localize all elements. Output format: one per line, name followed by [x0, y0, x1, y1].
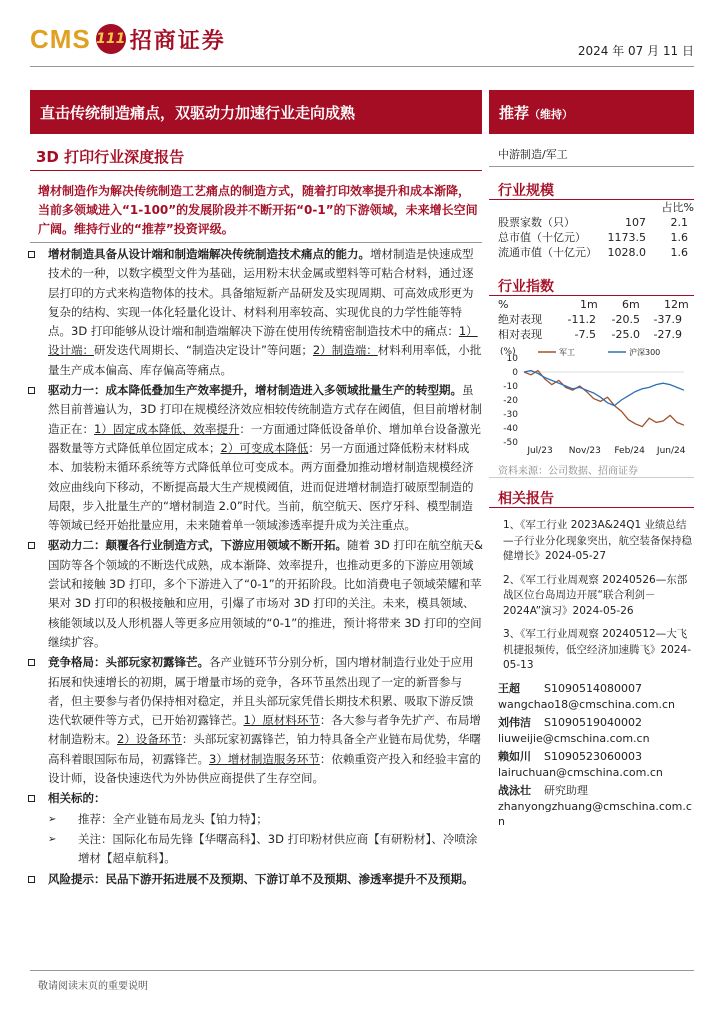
index-row-label: 绝对表现 [498, 313, 542, 326]
scale-header-row [498, 200, 694, 215]
analyst-id: 研究助理 [544, 784, 588, 797]
related-reports [503, 518, 693, 682]
scale-row-value: 1028.0 [607, 246, 646, 259]
para-text: ：头部玩家初露锋芒，铂力特具备全产业链布局优势，华曙高科着眼国际布局，初露锋芒。 [48, 732, 481, 766]
index-row-1m: -11.2 [567, 313, 596, 326]
sector-label: 中游制造/军工 [498, 148, 568, 161]
bullet-square-icon [28, 659, 35, 666]
index-row-1m: -7.5 [574, 328, 596, 341]
bullet-square-icon [28, 387, 35, 394]
chart-xtick: Nov/23 [568, 446, 601, 456]
scale-row-value: 107 [625, 216, 646, 229]
bullet-square-icon [28, 251, 35, 258]
source-divider [489, 477, 694, 478]
para-text: 虽然目前普遍认为，3D 打印在规模经济效应相较传统制造方式存在阈值，但目前增材制造正在： [48, 383, 482, 436]
para-competition [28, 653, 484, 788]
analyst-id: S1090523060003 [544, 750, 642, 763]
logo-cn-text: 招商证券 [129, 28, 226, 54]
chart-ytick: -40 [503, 424, 518, 434]
index-row-label: 相对表现 [498, 328, 542, 341]
para-text: 材料利用率低，小批量生产成本偏高、库存偏高等痛点。 [48, 343, 482, 377]
cms-logo [30, 22, 226, 56]
analyst-line [498, 749, 698, 765]
index-title: 行业指数 [498, 279, 554, 295]
para-heading: 相关标的： [48, 791, 106, 806]
index-header-cell: 12m [664, 298, 689, 311]
para-driver-two [28, 536, 484, 652]
title-banner [30, 90, 482, 134]
chart-ytick: -20 [503, 396, 518, 406]
analyst-entry [498, 715, 698, 746]
chart-legend-label: 军工 [559, 348, 575, 357]
para-heading: 竞争格局：头部玩家初露锋芒。 [48, 655, 209, 670]
rating-note: （维持） [529, 108, 574, 121]
analyst-entry [498, 749, 698, 780]
scale-row-pct: 1.6 [670, 246, 688, 259]
index-header-cell: % [498, 298, 509, 311]
scale-row-label: 总市值（十亿元） [498, 231, 586, 244]
chart-series-line-1 [524, 371, 684, 406]
index-divider [489, 295, 694, 296]
index-header-cell: 6m [622, 298, 640, 311]
footer-note: 敬请阅读末页的重要说明 [38, 981, 148, 992]
chart-ytick: -30 [503, 410, 518, 420]
bullet-square-icon [28, 876, 35, 883]
chart-ylabel: (%) [500, 347, 516, 357]
para-heading: 增材制造具备从设计端和制造端解决传统制造技术痛点的能力。 [48, 247, 370, 261]
analyst-name: 赖如川 [498, 750, 531, 763]
reports-title: 相关报告 [498, 491, 554, 507]
para-capability [28, 245, 484, 380]
para-text: ：各大参与者争先扩产、布局增材制造粉末。 [48, 713, 481, 747]
para-text: 随着 3D 打印在航空航天&国防等各个领域的不断迭代成熟，成本渐降、效率提升，也推动更多的下游应用领域尝试和接触 3D 打印，多个下游进入了“0-1”的开拓阶段。比如消费电子领域荣耀和苹果对 3D 打印的积极接触和应用，引爆了市场对 3D 打印的关注。未来，模具领域、核能领域以及人形机器人等更多应用领域的“0-1”的推进，预计将带来 3D 打印的空间继续扩容。 [48, 538, 483, 649]
chart-ytick: 10 [506, 354, 518, 364]
reports-divider [489, 507, 694, 508]
logo-text: CMS [30, 23, 91, 54]
scale-row [498, 215, 694, 230]
index-table [498, 297, 694, 342]
para-heading: 驱动力一：成本降低叠加生产效率提升，增材制造进入多领域批量生产的转型期。 [48, 383, 462, 398]
para-text: 各产业链环节分别分析，国内增材制造行业处于应用拓展和快速增长的初期，属于增量市场的竞争，各环节虽然出现了一定的新晋参与者，但主要参与者仍保持相对稳定，并且头部玩家凭借长期技术积累、吸取下游反馈迭代软硬件等方式，已开始初露锋芒。 [48, 655, 474, 728]
scale-row [498, 230, 694, 245]
chart-xtick: Jul/23 [527, 446, 553, 456]
analyst-entry [498, 783, 698, 830]
para-underline: 1）原材料环节 [243, 713, 320, 728]
rating-banner [489, 90, 694, 134]
para-risk [28, 870, 484, 889]
target-text: 推荐：全产业链布局龙头【铂力特】； [78, 811, 268, 826]
arrow-bullet-icon: ➢ [48, 833, 57, 845]
para-heading: 风险提示：民品下游开拓进展不及预期、下游订单不及预期、渗透率提升不及预期。 [48, 871, 474, 886]
sector-divider [489, 166, 694, 167]
scale-row-value: 1173.5 [607, 231, 646, 244]
para-underline: 2）设备环节 [117, 732, 182, 747]
index-row-12m: -37.9 [653, 313, 682, 326]
scale-table [498, 200, 694, 260]
target-watch [28, 830, 484, 869]
analyst-name: 刘伟洁 [498, 716, 531, 729]
analyst-email[interactable]: zhanyongzhuang@cmschina.com.cn [498, 799, 692, 828]
analyst-email[interactable]: wangchao18@cmschina.com.cn [498, 697, 675, 711]
chart-legend-label: 沪深300 [629, 348, 661, 357]
analyst-list [498, 681, 698, 833]
chart-xtick: Jun/24 [656, 446, 686, 456]
analyst-line [498, 715, 698, 731]
arrow-bullet-icon: ➢ [48, 813, 57, 825]
index-row [498, 327, 694, 342]
analyst-line [498, 783, 698, 799]
index-header-row [498, 297, 694, 312]
para-driver-one [28, 381, 484, 535]
para-heading: 驱动力二：颠覆各行业制造方式，下游应用领域不断开拓。 [48, 538, 347, 553]
scale-row-label: 股票家数（只） [498, 216, 575, 229]
analyst-id: S1090519040002 [544, 716, 642, 729]
analyst-name: 战泳壮 [498, 784, 531, 797]
related-report-item[interactable]: 3、《军工行业周观察 20240512—大飞机捷报频传，低空经济加速腾飞》2024-05-13 [503, 628, 692, 671]
logo-emblem-icon: 111 [96, 24, 126, 54]
chart-source: 资料来源：公司数据、招商证券 [498, 466, 638, 477]
subtitle-divider [30, 170, 482, 171]
report-body [28, 245, 484, 890]
index-row-12m: -27.9 [653, 328, 682, 341]
index-row [498, 312, 694, 327]
analyst-line [498, 681, 698, 697]
para-text: 研发迭代周期长、“制造决定设计”等问题； [94, 343, 313, 358]
analyst-email[interactable]: liuweijie@cmschina.com.cn [498, 731, 650, 745]
chart-ytick: -10 [503, 382, 518, 392]
report-subtitle: 3D 打印行业深度报告 [36, 148, 185, 166]
analyst-name: 王超 [498, 682, 520, 695]
para-text: ：另一方面通过降低粉末材料成本、加装粉末循环系统等方式降低单位可变成本。两方面叠加推动增材制造规模经济效应曲线向下移动，不断提高最大生产规模阈值，进而促进增材制造打破原型制造的局限，步入批量生产的“增材制造 2.0”时代。当前，航空航天、医疗牙科、模型制造等领域已经开始批量应用，未来随着单一领域渗透率提升成为关注重点。 [48, 440, 474, 533]
chart-ytick: 0 [512, 368, 518, 378]
index-row-6m: -25.0 [611, 328, 640, 341]
para-underline: 2）制造端： [312, 343, 378, 358]
related-report-item[interactable]: 2、《军工行业周观察 20240526—东部战区位台岛周边开展“联合利剑－2024A”演习》2024-05-26 [503, 573, 688, 617]
para-underline: 2）可变成本降低 [220, 440, 309, 455]
index-header-cell: 1m [580, 298, 598, 311]
bullet-square-icon [28, 795, 35, 802]
para-text: 增材制造是快速成型技术的一种，以数字模型文件为基础，运用粉末状金属或塑料等可粘合材料，通过逐层打印的方式来构造物体的技术。具备缩短新产品研发及实现周期、可高效成形更为复杂的结构、实现一体化轻量化设计、材料利用率较高、实现优良的力学性能等特点。3D 打印能够从设计端和制造端解决下游在使用传统精密制造技术中的痛点： [48, 247, 474, 339]
scale-title: 行业规模 [498, 183, 554, 199]
target-text: 关注：国际化布局先锋【华曙高科】、3D 打印粉材供应商【有研粉材】、冷喷涂增材【超卓航科】。 [78, 831, 478, 866]
para-underline: 1）固定成本降低、效率提升 [94, 421, 240, 436]
para-targets [28, 789, 484, 808]
para-underline: 3）增材制造服务环节 [209, 751, 320, 766]
rating-label [499, 102, 573, 123]
scale-row-label: 流通市值（十亿元） [498, 246, 597, 259]
index-row-6m: -20.5 [611, 313, 640, 326]
target-recommend [28, 810, 484, 829]
rating-text: 推荐 [499, 104, 530, 122]
summary-divider [30, 242, 482, 243]
analyst-id: S1090514080007 [544, 682, 642, 695]
scale-header: 占比% [661, 201, 694, 214]
para-text: ：一方面通过降低设备单价、增加单台设备激光器数量等方式降低单位固定成本； [48, 421, 481, 455]
analyst-email[interactable]: lairuchuan@cmschina.com.cn [498, 765, 663, 779]
report-date: 2024 年 07 月 11 日 [577, 44, 694, 58]
scale-row-pct: 1.6 [670, 231, 688, 244]
para-text: ：依赖重资产投入和经验丰富的设计师，设备快速迭代为外协供应商提供了生存空间。 [48, 751, 481, 786]
para-underline: 1）设计端： [48, 324, 478, 358]
index-chart [498, 346, 694, 458]
scale-row-pct: 2.1 [670, 216, 688, 229]
related-report-item[interactable]: 1、《军工行业 2023A&24Q1 业绩总结—子行业分化现象突出，航空装备保持稳健增长》2024-05-27 [503, 519, 692, 562]
summary-text: 增材制造作为解决传统制造工艺痛点的制造方式，随着打印效率提升和成本渐降，当前多领域进入“1-100”的发展阶段并不断开拓“0-1”的下游领域，未来增长空间广阔。维持行业的“推荐”投资评级。 [38, 184, 478, 236]
header-divider [30, 66, 694, 67]
footer-divider [30, 970, 694, 971]
chart-xtick: Feb/24 [614, 446, 645, 456]
chart-ytick: -50 [503, 438, 518, 448]
analyst-entry [498, 681, 698, 712]
scale-row [498, 245, 694, 260]
bullet-square-icon [28, 542, 35, 549]
report-title: 直击传统制造痛点，双驱动力加速行业走向成熟 [40, 104, 356, 122]
